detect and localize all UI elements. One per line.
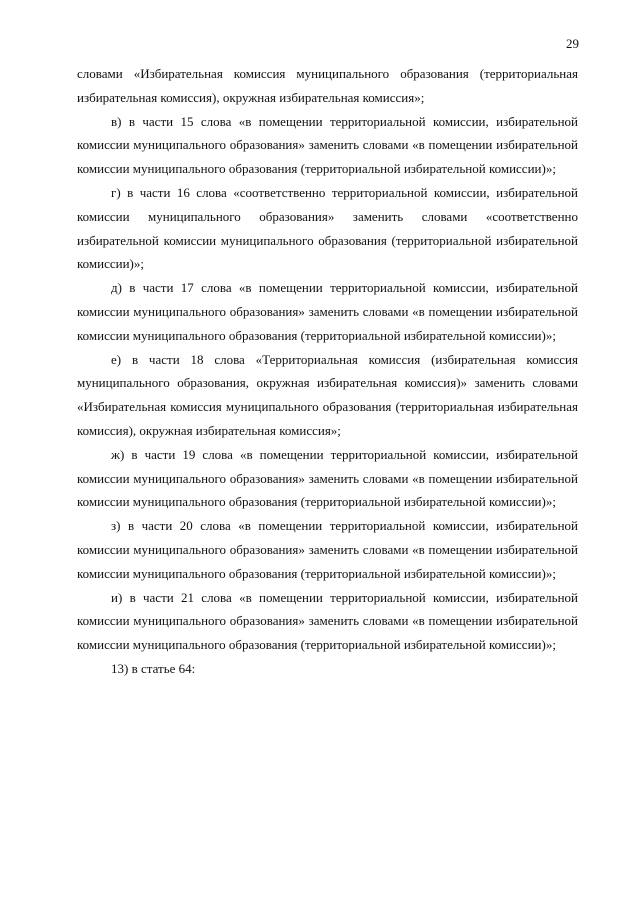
paragraph-item-v: в) в части 15 слова «в помещении территориальной комиссии, избирательной комиссии муниципального образования» заменить словами «в помещении избирательной комиссии муниципального образования (территориальной избирательной комиссии)»; [77,113,578,177]
paragraph-item-13: 13) в статье 64: [111,660,196,676]
paragraph-item-d: д) в части 17 слова «в помещении территориальной комиссии, избирательной комиссии муниципального образования» заменить словами «в помещении избирательной комиссии муниципального образования (территориальной избирательной комиссии)»; [77,280,578,343]
document-body [77,62,578,681]
paragraph-item-z: з) в части 20 слова «в помещении территориальной комиссии, избирательной комиссии муниципального образования» заменить словами «в помещении избирательной комиссии муниципального образования (территориальной избирательной комиссии)»; [77,518,578,581]
paragraph-item-g: г) в части 16 слова «соответственно территориальной комиссии, избирательной комиссии муниципального образования» заменить словами «соответственно избирательной комиссии муниципального образования (территориальной избирательной комиссии)»; [77,184,578,272]
paragraph-continuation: словами «Избирательная комиссия муниципального образования (территориальная избирательная комиссия), окружная избирательная комиссия»; [77,66,578,105]
page-number: 29 [566,36,579,51]
paragraph-item-i: и) в части 21 слова «в помещении территориальной комиссии, избирательной комиссии муниципального образования» заменить словами «в помещении избирательной комиссии муниципального образования (территориальной избирательной комиссии)»; [77,589,578,653]
paragraph-item-zh: ж) в части 19 слова «в помещении территориальной комиссии, избирательной комиссии муниципального образования» заменить словами «в помещении избирательной комиссии муниципального образования (территориальной избирательной комиссии)»; [77,446,578,510]
paragraph-item-e: е) в части 18 слова «Территориальная комиссия (избирательная комиссия муниципального образования, окружная избирательная комиссия)» заменить словами «Избирательная комиссия муниципального образования (территориальная избирательная комиссия), окружная избирательная комиссия»; [77,351,578,438]
